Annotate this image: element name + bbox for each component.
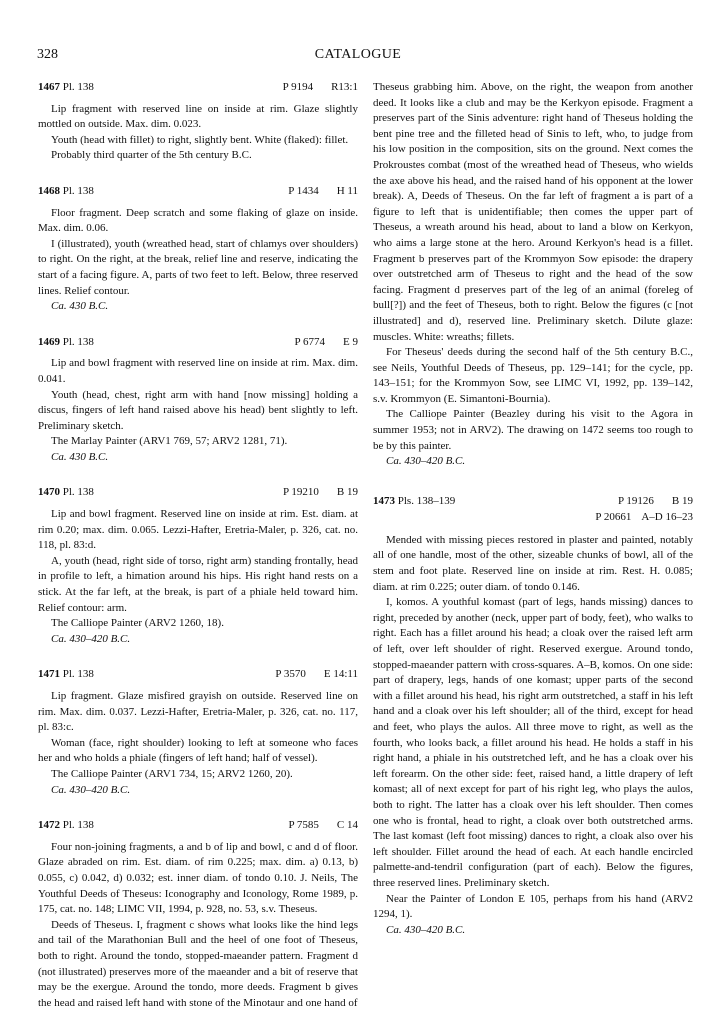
entry-paragraph: Deeds of Theseus. I, fragment c shows what looks like the hind legs and tail of the Marathonian Bull and the heel of one foot of Theseus, both to right. Around the tondo, stopped-maeander pattern. Fragment d (not illustrated) preserves more of the maeander and a bit of reserve that may be the exergue. Around the tondo, more deeds. Fragment b gives the head and raised left hand with stone of the Minotaur and one hand of: [38, 918, 358, 1009]
entry-paragraph: Lip fragment. Glaze misfired grayish on outside. Reserved line on rim. Max. dim. 0.037. Lezzi-Hafter, Eretria-Maler, p. 326, cat. no. 117, pl. 83:c.: [38, 690, 358, 734]
entry-date: Ca. 430 B.C.: [51, 450, 109, 463]
plate-ref: Pl. 138: [62, 486, 94, 499]
catalogue-entry-1473: [373, 494, 693, 938]
entry-number: 1472: [38, 819, 60, 832]
entry-paragraph: Four non-joining fragments, a and b of lip and bowl, c and d of floor. Glaze abraded on rim. Est. diam. of rim 0.225; max. dim. a) 0.13, b) 0.055, c) 0.042, d) 0.032; est. inner diam. of tondo 0.10. J. Neils, The Youthful Deeds of Theseus: Iconography and Iconology, Rome 1989, p. 175, cat. no. 148; LIMC VII, 1994, p. 928, no. 53, s.v. Theseus.: [38, 840, 358, 916]
entry-paragraph: Lip fragment with reserved line on inside at rim. Glaze slightly mottled on outside. Max. dim. 0.023.: [38, 102, 358, 131]
grid-location: B 19: [336, 486, 358, 499]
entry-paragraph: A, youth (head, right side of torso, right arm) standing frontally, head in profile to left, a himation around his hips. His right hand rests on a stick. At the far left, at the break, is part of a phiale held toward him. Relief contour: arm.: [38, 554, 358, 614]
entry-heading: [38, 818, 358, 834]
entry-number: 1471: [38, 668, 60, 681]
grid-location: B 19: [671, 494, 693, 507]
inventory-number: P 19210: [282, 486, 319, 499]
entry-heading: [38, 667, 358, 683]
grid-location: H 11: [336, 184, 358, 197]
entry-paragraph: Lip and bowl fragment. Reserved line on inside at rim. Est. diam. at rim 0.20; max. dim. 0.065. Lezzi-Hafter, Eretria-Maler, p. 326, cat. no. 118, pl. 83:d.: [38, 508, 358, 552]
entry-date: Ca. 430–420 B.C.: [386, 455, 466, 468]
plate-ref: Pls. 138–139: [397, 494, 456, 507]
entry-heading: [38, 335, 358, 351]
inventory-number: P 9194: [282, 81, 314, 93]
inventory-number: P 1434: [288, 184, 319, 197]
attribution: Near the Painter of London E 105, perhaps from his hand (ARV2 1294, 1).: [373, 892, 693, 921]
entry-date: Ca. 430–420 B.C.: [51, 783, 131, 796]
attribution: The Calliope Painter (Beazley during his visit to the Agora in summer 1953; not in ARV2). The drawing on 1472 seems too rough to be by this painter.: [373, 408, 693, 452]
entry-paragraph: Theseus grabbing him. Above, on the right, the weapon from another deed. It looks like a club and may be the Kerkyon episode. Fragment a preserves part of the Sinis adventure: right hand of Theseus holding the bent pine tree and the filleted head of Sinis to left, who, to judge from his low position in the composition, sits on the ground. Next comes the Prokroustes combat (most of the wreathed head of Theseus, who wields the axe above his head, and the raised hand of his opponent at the lower break). A, Deeds of Theseus. On the far left of fragment a is part of a figure to left that is unidentifiable; then comes the upper part of Theseus, a wreath around his head, about to land a blow on Kerkyon, who aims a large stone at the hero. Around Kerkyon's head is a fillet. Fragment b preserves part of the Krommyon Sow episode: the drapery over outstretched arm of Theseus to right and the head of the sow facing. Fragment d preserves part of the leg of an animal (foreleg of bull[?]) and the feet of Theseus, both to right. Below the figures (c [not illustrated] and d), reserved line. Preliminary sketch. Dilute glaze: muscles. White: wreaths; fillets.: [373, 81, 693, 343]
page-title: CATALOGUE: [314, 47, 402, 62]
entry-paragraph: Lip and bowl fragment with reserved line on inside at rim. Max. dim. 0.041.: [38, 357, 358, 385]
catalogue-entry-1470: [38, 485, 358, 647]
plate-ref: Pl. 138: [62, 335, 94, 348]
running-header: [37, 47, 679, 67]
inventory-number: P 7585: [288, 819, 319, 832]
entry-paragraph: Probably third quarter of the 5th century B.C.: [51, 149, 252, 162]
entry-heading: [38, 184, 358, 200]
entry-1472-continuation: [373, 80, 693, 470]
entry-paragraph: I (illustrated), youth (wreathed head, start of chlamys over shoulders) to right. On the right, at the break, relief line and reserve, indicating the start of a facing figure. A, parts of two feet to left. Below, three reserved lines. Relief contour.: [38, 237, 358, 297]
entry-heading: [38, 80, 358, 96]
plate-ref: Pl. 138: [62, 819, 94, 832]
catalogue-entry-1468: [38, 184, 358, 315]
inventory-number: P 6774: [294, 335, 326, 348]
inventory-number: P 19126: [617, 494, 654, 507]
entry-date: Ca. 430–420 B.C.: [51, 632, 131, 645]
entry-number: 1470: [38, 486, 60, 499]
entry-heading: [373, 494, 693, 527]
entry-paragraph: I, komos. A youthful komast (part of legs, hands missing) dances to right, preceded by another (neck, upper part of body, feet), who walks to right. Each has a fillet around his head; a cloak over the raised left arm of left, over left shoulder of right. Reserved exergue. Around tondo, stopped-maeander pattern with cross-squares. A–B, komos. On one side: part of drapery, legs, hands of one komast; upper parts of the second with a fillet around his head, his right arm outstretched, a staff in his left hand and a cloak over his left shoulder; all of the third, except for head and feet, who plays the aulos. All three move to right, as well as the fourth, who looks back, a fillet around his head. He holds a staff in his right hand, a phiale in his outstretched left, and he has a cloak over his left forearm. On the other side: feet, raised hand, a little drapery of left komast; all of next except for part of his right leg, who plays the aulos, both to right. The latter has a cloak over his left shoulder. Then comes one who is frontal, head to right, a cloak over both outstretched arms. The last komast (left foot missing) dances to right, a cloak also over his left shoulder. Fillet around the head of each. At each handle encircled palmette-and-tendril configuration (part of each). Below the figures, three reserved lines. Preliminary sketch.: [373, 596, 693, 889]
entry-paragraph: Floor fragment. Deep scratch and some flaking of glaze on inside. Max. dim. 0.06.: [38, 206, 358, 235]
entry-paragraph: Mended with missing pieces restored in plaster and painted, notably all of one handle, most of the other, sizeable chunks of bowl, all of the stem and foot plate. Reserved line on inside at rim. Rest. H. 0.085; diam. at rim 0.225; outer diam. of tondo 0.146.: [373, 533, 693, 593]
entry-heading: [38, 485, 358, 501]
catalogue-entry-1472: [38, 818, 358, 1011]
catalogue-entry-1469: [38, 335, 358, 466]
page-number: 328: [37, 47, 58, 62]
entry-number: 1468: [38, 184, 60, 197]
inventory-number: P 3570: [275, 668, 306, 681]
grid-location: C 14: [336, 819, 358, 832]
plate-ref: Pl. 138: [62, 81, 94, 93]
plate-ref: Pl. 138: [62, 668, 94, 681]
entry-number: 1469: [38, 335, 60, 348]
entry-number: 1467: [38, 81, 60, 93]
entry-date: Ca. 430 B.C.: [51, 300, 109, 313]
catalogue-entry-1471: [38, 667, 358, 798]
left-column: [38, 80, 358, 1031]
entry-number: 1473: [373, 494, 395, 507]
entry-paragraph: Youth (head, chest, right arm with hand [now missing] holding a discus, fingers of left hand raised above his head) bent slightly to left. Preliminary sketch.: [38, 388, 358, 432]
attribution: The Marlay Painter (ARV1 769, 57; ARV2 1281, 71).: [51, 435, 288, 448]
attribution: The Calliope Painter (ARV2 1260, 18).: [51, 617, 224, 630]
attribution: The Calliope Painter (ARV1 734, 15; ARV2 1260, 20).: [51, 767, 293, 780]
entry-paragraph: Woman (face, right shoulder) looking to left at someone who faces her and who holds a phiale (fingers of left hand; half of vessel).: [38, 736, 358, 765]
grid-location: A–D 16–23: [641, 510, 693, 523]
right-column: [373, 80, 693, 958]
grid-location: R13:1: [331, 81, 358, 93]
inventory-number: P 20661: [595, 510, 632, 523]
grid-location: E 14:11: [323, 668, 358, 681]
entry-paragraph: For Theseus' deeds during the second half of the 5th century B.C., see Neils, Youthful Deeds of Theseus, pp. 129–141; for the cycle, pp. 143–151; for the Krommyon Sow, see LIMC VI, 1992, pp. 139–142, s.v. Krommyon (E. Simantoni-Bournia).: [373, 346, 693, 405]
grid-location: E 9: [343, 335, 358, 348]
plate-ref: Pl. 138: [62, 184, 94, 197]
entry-date: Ca. 430–420 B.C.: [386, 923, 466, 936]
catalogue-entry-1467: [38, 80, 358, 164]
entry-paragraph: Youth (head with fillet) to right, slightly bent. White (flaked): fillet.: [51, 133, 349, 146]
